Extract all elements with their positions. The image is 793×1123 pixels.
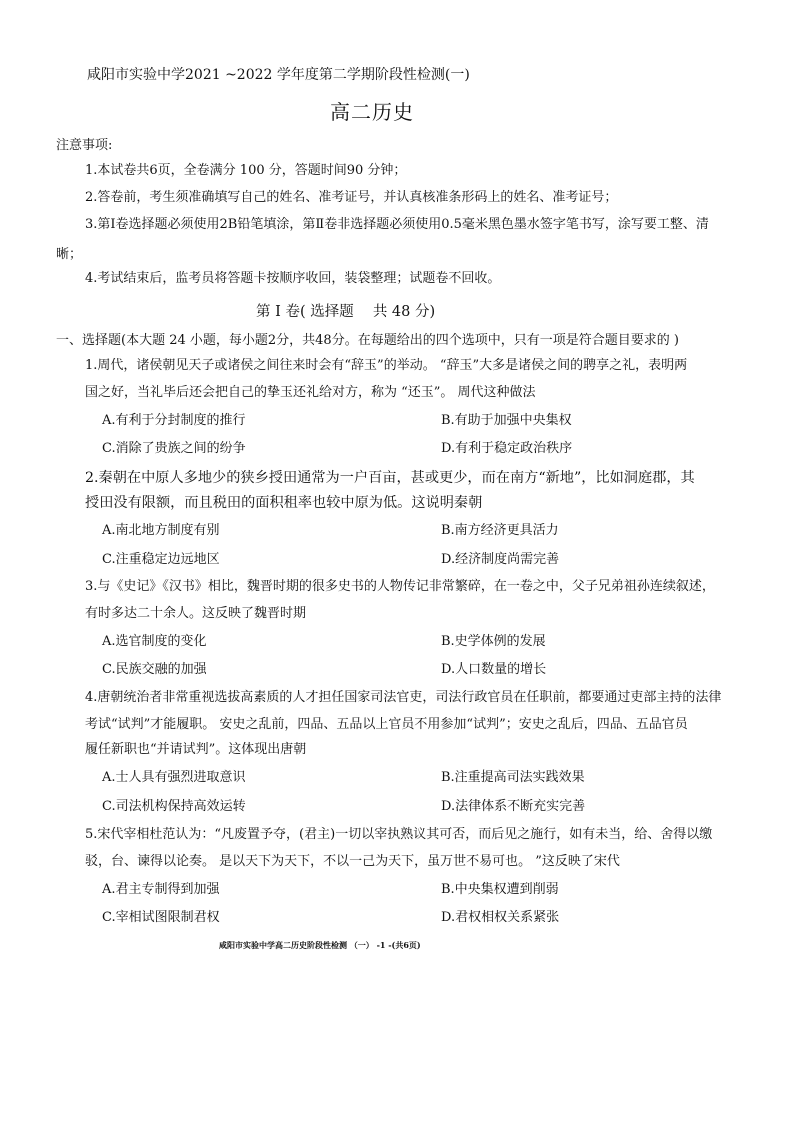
question-5-line-2: 驳，台、谏得以论奏。 是以天下为天下，不以一己为天下，虽万世不易可也。 ”这反映了宋代 [85, 854, 620, 869]
question-2-option-c: C.注重稳定边远地区 [102, 552, 220, 567]
page-title: 高二历史 [330, 100, 414, 124]
question-3-option-b: B.史学体例的发展 [441, 634, 546, 649]
question-1-line-1: 1.周代，诸侯朝见天子或诸侯之间往来时会有“辞玉”的举动。 “辞玉”大多是诸侯之间的聘享之礼，表明两 [85, 358, 688, 373]
notice-item-4: 4.考试结束后，监考员将答题卡按顺序收回，装袋整理；试题卷不回收。 [85, 271, 501, 286]
notice-item-2: 2.答卷前，考生须准确填写自己的姓名、准考证号，并认真核准条形码上的姓名、准考证号； [85, 190, 618, 205]
exam-header-line: 咸阳市实验中学2021 ~2022 学年度第二学期阶段性检测(一) [87, 67, 470, 83]
question-4-option-d: D.法律体系不断充实完善 [441, 799, 586, 814]
question-5-option-a: A.君主专制得到加强 [102, 882, 220, 897]
question-5-option-b: B.中央集权遭到削弱 [441, 882, 559, 897]
question-5-option-d: D.君权相权关系紧张 [441, 910, 560, 925]
question-1-option-b: B.有助于加强中央集权 [441, 413, 572, 428]
page-footer: 咸阳市实验中学高二历史阶段性检测 （一） -1 -(共6页) [219, 940, 421, 950]
question-2-line-2: 授田没有限额，而且税田的面积租率也较中原为低。这说明秦朝 [85, 495, 483, 511]
question-2-option-a: A.南北地方制度有别 [102, 523, 220, 538]
question-1-line-2: 国之好，当礼毕后还会把自己的挚玉还礼给对方，称为 “还玉”。 周代这种做法 [85, 385, 536, 400]
notice-item-1: 1.本试卷共6页，全卷满分 100 分，答题时间90 分钟； [85, 163, 407, 178]
question-4-line-3: 履任新职也“并请试判”。这体现出唐朝 [85, 742, 307, 757]
notice-item-3-cont: 晰； [56, 247, 83, 262]
question-1-option-c: C.消除了贵族之间的纷争 [102, 441, 246, 456]
question-3-line-1: 3.与《史记》《汉书》相比，魏晋时期的很多史书的人物传记非常繁碎，在一卷之中，父子兄弟祖孙连续叙述， [85, 579, 715, 594]
notice-title: 注意事项: [56, 138, 113, 153]
question-1-option-d: D.有利于稳定政治秩序 [441, 441, 573, 456]
question-5-line-1: 5.宋代宰相杜范认为：“凡废置予夺，(君主)一切以宰执熟议其可否，而后见之施行，如有未当，给、舍得以缴 [85, 827, 713, 842]
question-3-option-d: D.人口数量的增长 [441, 662, 547, 677]
question-3-option-a: A.选官制度的变化 [102, 634, 207, 649]
notice-item-3: 3.第Ⅰ卷选择题必须使用2B铅笔填涂，第Ⅱ卷非选择题必须使用0.5毫米黑色墨水签字笔书写，涂写要工整、清 [85, 217, 709, 232]
question-4-option-c: C.司法机构保持高效运转 [102, 799, 246, 814]
question-4-line-2: 考试“试判”才能履职。 安史之乱前，四品、五品以上官员不用参加“试判”；安史之乱后，四品、五品官员 [85, 717, 688, 732]
section-instruction: 一、选择题(本大题 24 小题，每小题2分，共48分。在每题给出的四个选项中，只有一项是符合题目要求的 ) [56, 333, 679, 348]
question-4-line-1: 4.唐朝统治者非常重视选拔高素质的人才担任国家司法官吏，司法行政官员在任职前，都要通过吏部主持的法律 [85, 690, 722, 705]
question-2-option-b: B.南方经济更具活力 [441, 523, 559, 538]
question-4-option-a: A.士人具有强烈进取意识 [102, 770, 246, 785]
question-4-option-b: B.注重提高司法实践效果 [441, 770, 585, 785]
question-3-option-c: C.民族交融的加强 [102, 662, 207, 677]
question-2-option-d: D.经济制度尚需完善 [441, 552, 560, 567]
question-1-option-a: A.有利于分封制度的推行 [102, 413, 246, 428]
question-3-line-2: 有时多达二十余人。这反映了魏晋时期 [85, 606, 307, 621]
section-title: 第 Ⅰ 卷( 选择题 共 48 分) [256, 304, 436, 320]
question-2-line-1: 2.秦朝在中原人多地少的狭乡授田通常为一户百亩，甚或更少，而在南方“新地”，比如洞庭郡，其 [85, 470, 695, 486]
question-5-option-c: C.宰相试图限制君权 [102, 910, 220, 925]
